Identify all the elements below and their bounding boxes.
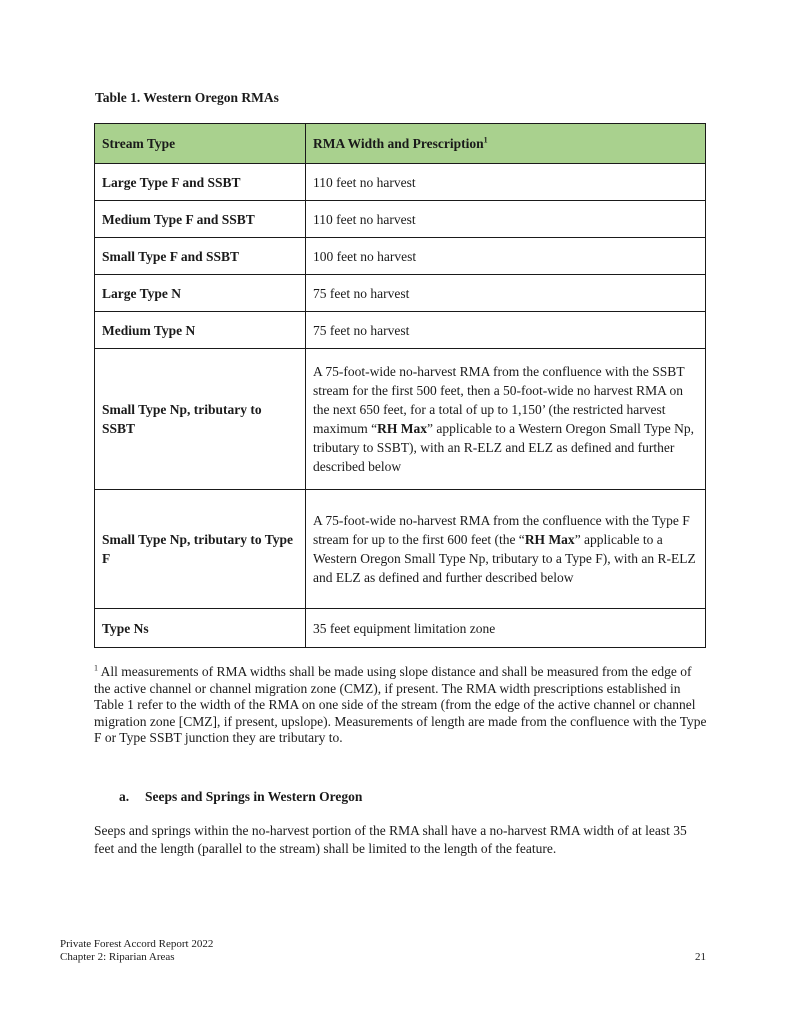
prescription-cell: 110 feet no harvest [306,164,706,201]
section-letter: a. [119,789,130,804]
stream-type-cell: Medium Type N [95,312,306,349]
prescription-cell [306,490,706,609]
rma-table [94,123,706,648]
table-row [95,312,706,349]
stream-type-cell: Small Type F and SSBT [95,238,306,275]
table-title: Table 1. Western Oregon RMAs [95,90,279,105]
section-heading [119,789,362,805]
prescription-text: ” applicable to a Western Oregon Small Type Np, tributary to a Type F), with an R-ELZ and ELZ as defined and further described below [313,532,696,585]
prescription-cell: 35 feet equipment limitation zone [306,609,706,648]
stream-type-cell: Large Type N [95,275,306,312]
stream-type-cell: Large Type F and SSBT [95,164,306,201]
body-paragraph: Seeps and springs within the no-harvest portion of the RMA shall have a no-harvest RMA width of at least 35 feet and the length (parallel to the stream) shall be limited to the length of the feature. [94,823,687,856]
prescription-cell: 110 feet no harvest [306,201,706,238]
footnote [94,664,708,747]
rh-max-term: RH Max [377,421,427,436]
rh-max-term: RH Max [524,532,575,547]
table-header-row [95,124,706,164]
footnote-ref: 1 [483,135,488,145]
header-rma-width [306,124,706,164]
page-footer [60,938,706,964]
prescription-text: A 75-foot-wide no-harvest RMA from the confluence with the SSBT stream for the first 500 feet, then a 50-foot-wide no harvest RMA on the next 650 feet, for a total of up to 1,150’ (the restricted harvest maximum “ [313,364,685,436]
page-number: 21 [695,951,706,963]
prescription-cell [306,349,706,490]
prescription-cell: 100 feet no harvest [306,238,706,275]
stream-type-cell: Type Ns [95,609,306,648]
table-row [95,349,706,490]
prescription-cell: 75 feet no harvest [306,312,706,349]
header-stream-type: Stream Type [95,124,306,164]
section-title: Seeps and Springs in Western Oregon [145,789,363,804]
footer-report-title: Private Forest Accord Report 2022 [60,938,214,950]
table-row [95,238,706,275]
table-row [95,164,706,201]
prescription-text: ” applicable to a Western Oregon Small Type Np, tributary to SSBT), with an R-ELZ and ELZ as defined and further described below [313,421,695,474]
stream-type-cell: Medium Type F and SSBT [95,201,306,238]
header-rma-width-label: RMA Width and Prescription [313,136,484,151]
table-row [95,201,706,238]
stream-type-cell: Small Type Np, tributary to Type F [95,490,306,609]
footnote-text: All measurements of RMA widths shall be made using slope distance and shall be measured from the edge of the active channel or channel migration zone (CMZ), if present. The RMA width prescriptions established in Table 1 refer to the width of the RMA on one side of the stream (from the edge of the active channel or channel migration zone [CMZ], if present, upslope). Measurements of length are made from the confluence with the Type F or Type SSBT junction they are tributary to. [94,664,707,745]
prescription-cell: 75 feet no harvest [306,275,706,312]
stream-type-cell: Small Type Np, tributary to SSBT [95,349,306,490]
footer-chapter: Chapter 2: Riparian Areas [60,951,175,963]
prescription-text: A 75-foot-wide no-harvest RMA from the confluence with the Type F stream for up to the first 600 feet (the “ [313,513,690,547]
table-row [95,609,706,648]
table-row [95,490,706,609]
footnote-marker: 1 [94,663,98,673]
table-row [95,275,706,312]
